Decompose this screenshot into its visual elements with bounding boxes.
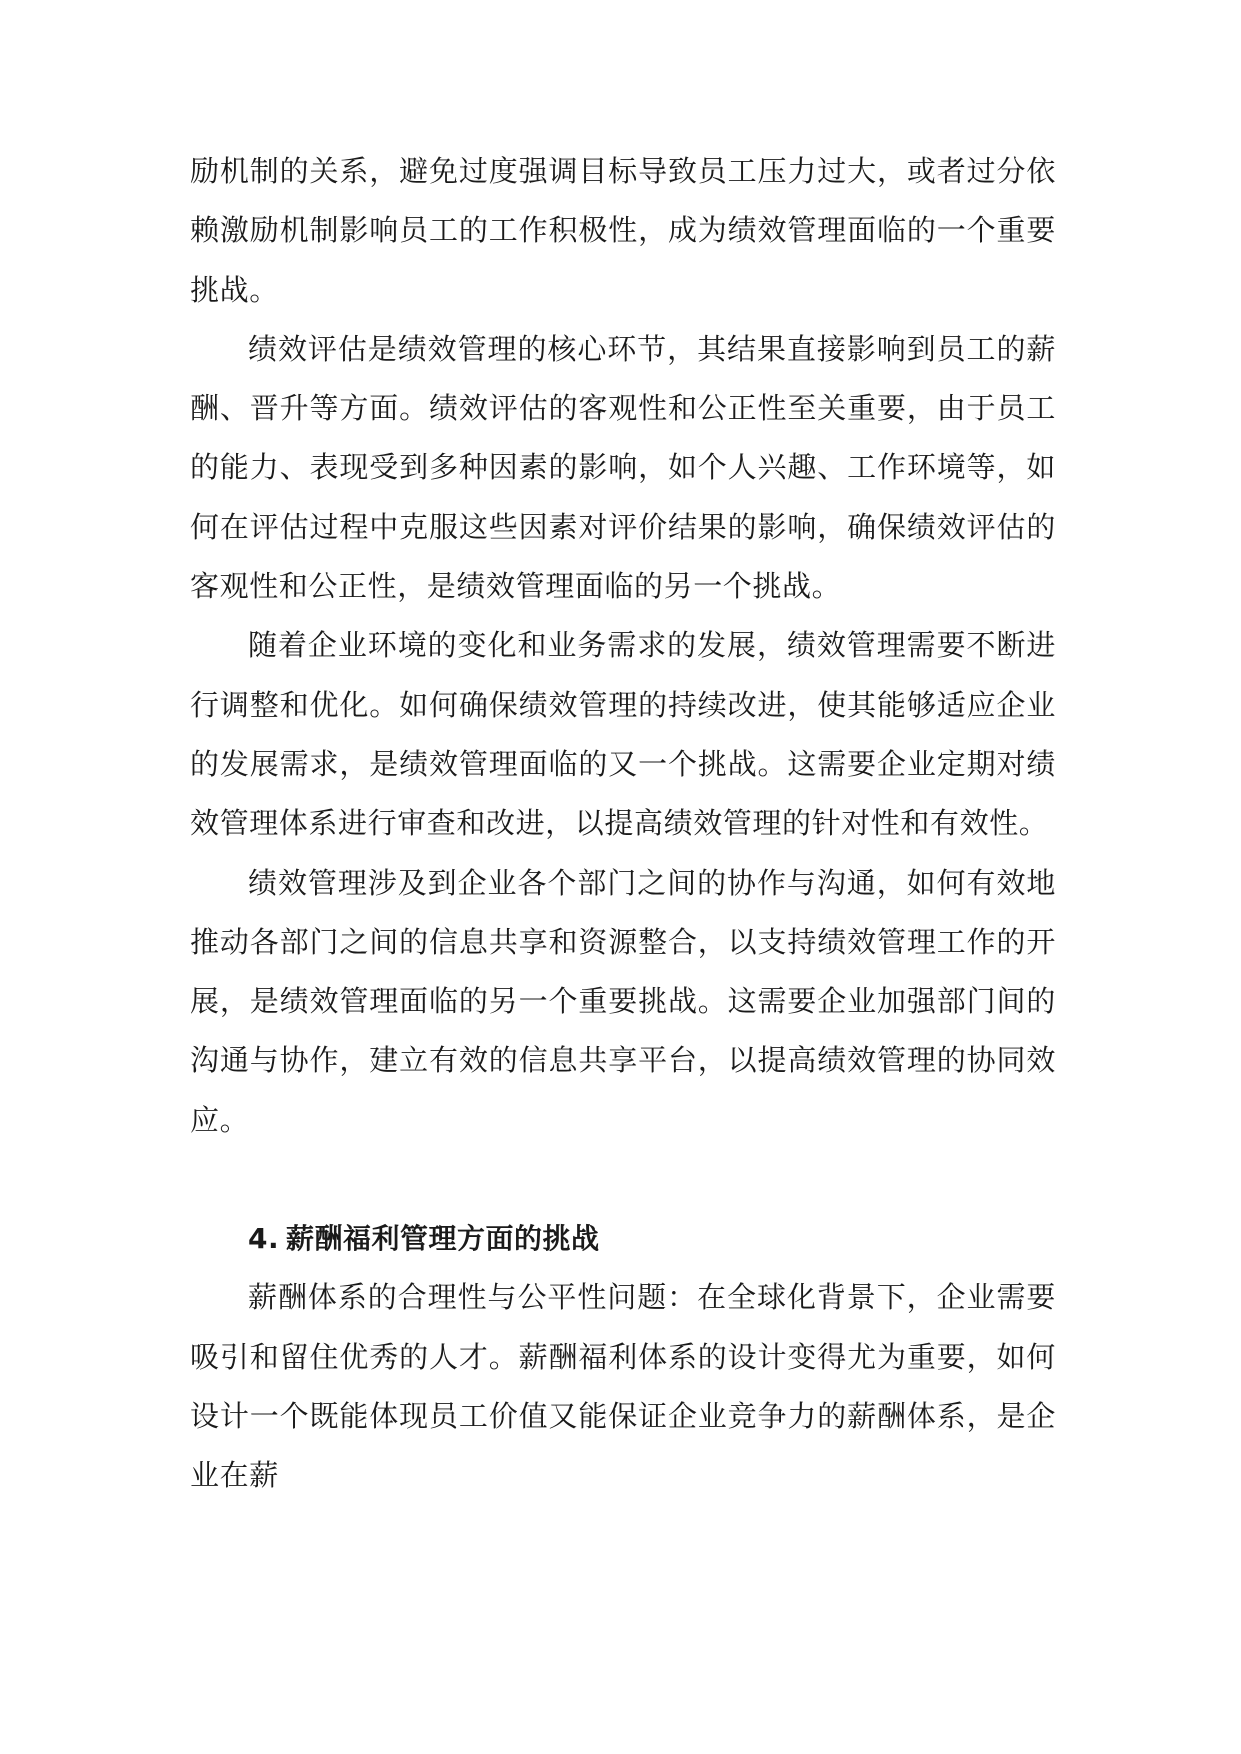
- paragraph-compensation-system: 薪酬体系的合理性与公平性问题：在全球化背景下，企业需要吸引和留住优秀的人才。薪酬福利体系的设计变得尤为重要，如何设计一个既能体现员工价值又能保证企业竞争力的薪酬体系，是企业在薪: [190, 1280, 1056, 1493]
- paragraph-department-collaboration: 绩效管理涉及到企业各个部门之间的协作与沟通，如何有效地推动各部门之间的信息共享和资源整合，以支持绩效管理工作的开展，是绩效管理面临的另一个重要挑战。这需要企业加强部门间的沟通与协作，建立有效的信息共享平台，以提高绩效管理的协同效应。: [190, 865, 1056, 1137]
- body-text: [190, 142, 1056, 1506]
- section-number: 4.: [248, 1222, 280, 1256]
- paragraph-continuation: 励机制的关系，避免过度强调目标导致员工压力过大，或者过分依赖激励机制影响员工的工作积极性，成为绩效管理面临的一个重要挑战。: [190, 154, 1056, 307]
- paragraph-performance-evaluation: 绩效评估是绩效管理的核心环节，其结果直接影响到员工的薪酬、晋升等方面。绩效评估的客观性和公正性至关重要，由于员工的能力、表现受到多种因素的影响，如个人兴趣、工作环境等，如何在评估过程中克服这些因素对评价结果的影响，确保绩效评估的客观性和公正性，是绩效管理面临的另一个挑战。: [190, 331, 1056, 604]
- section-title: 薪酬福利管理方面的挑战: [286, 1222, 600, 1256]
- paragraph-continuous-improvement: 随着企业环境的变化和业务需求的发展，绩效管理需要不断进行调整和优化。如何确保绩效管理的持续改进，使其能够适应企业的发展需求，是绩效管理面临的又一个挑战。这需要企业定期对绩效管理体系进行审查和改进，以提高绩效管理的针对性和有效性。: [190, 628, 1056, 841]
- section-heading: [190, 1209, 1056, 1268]
